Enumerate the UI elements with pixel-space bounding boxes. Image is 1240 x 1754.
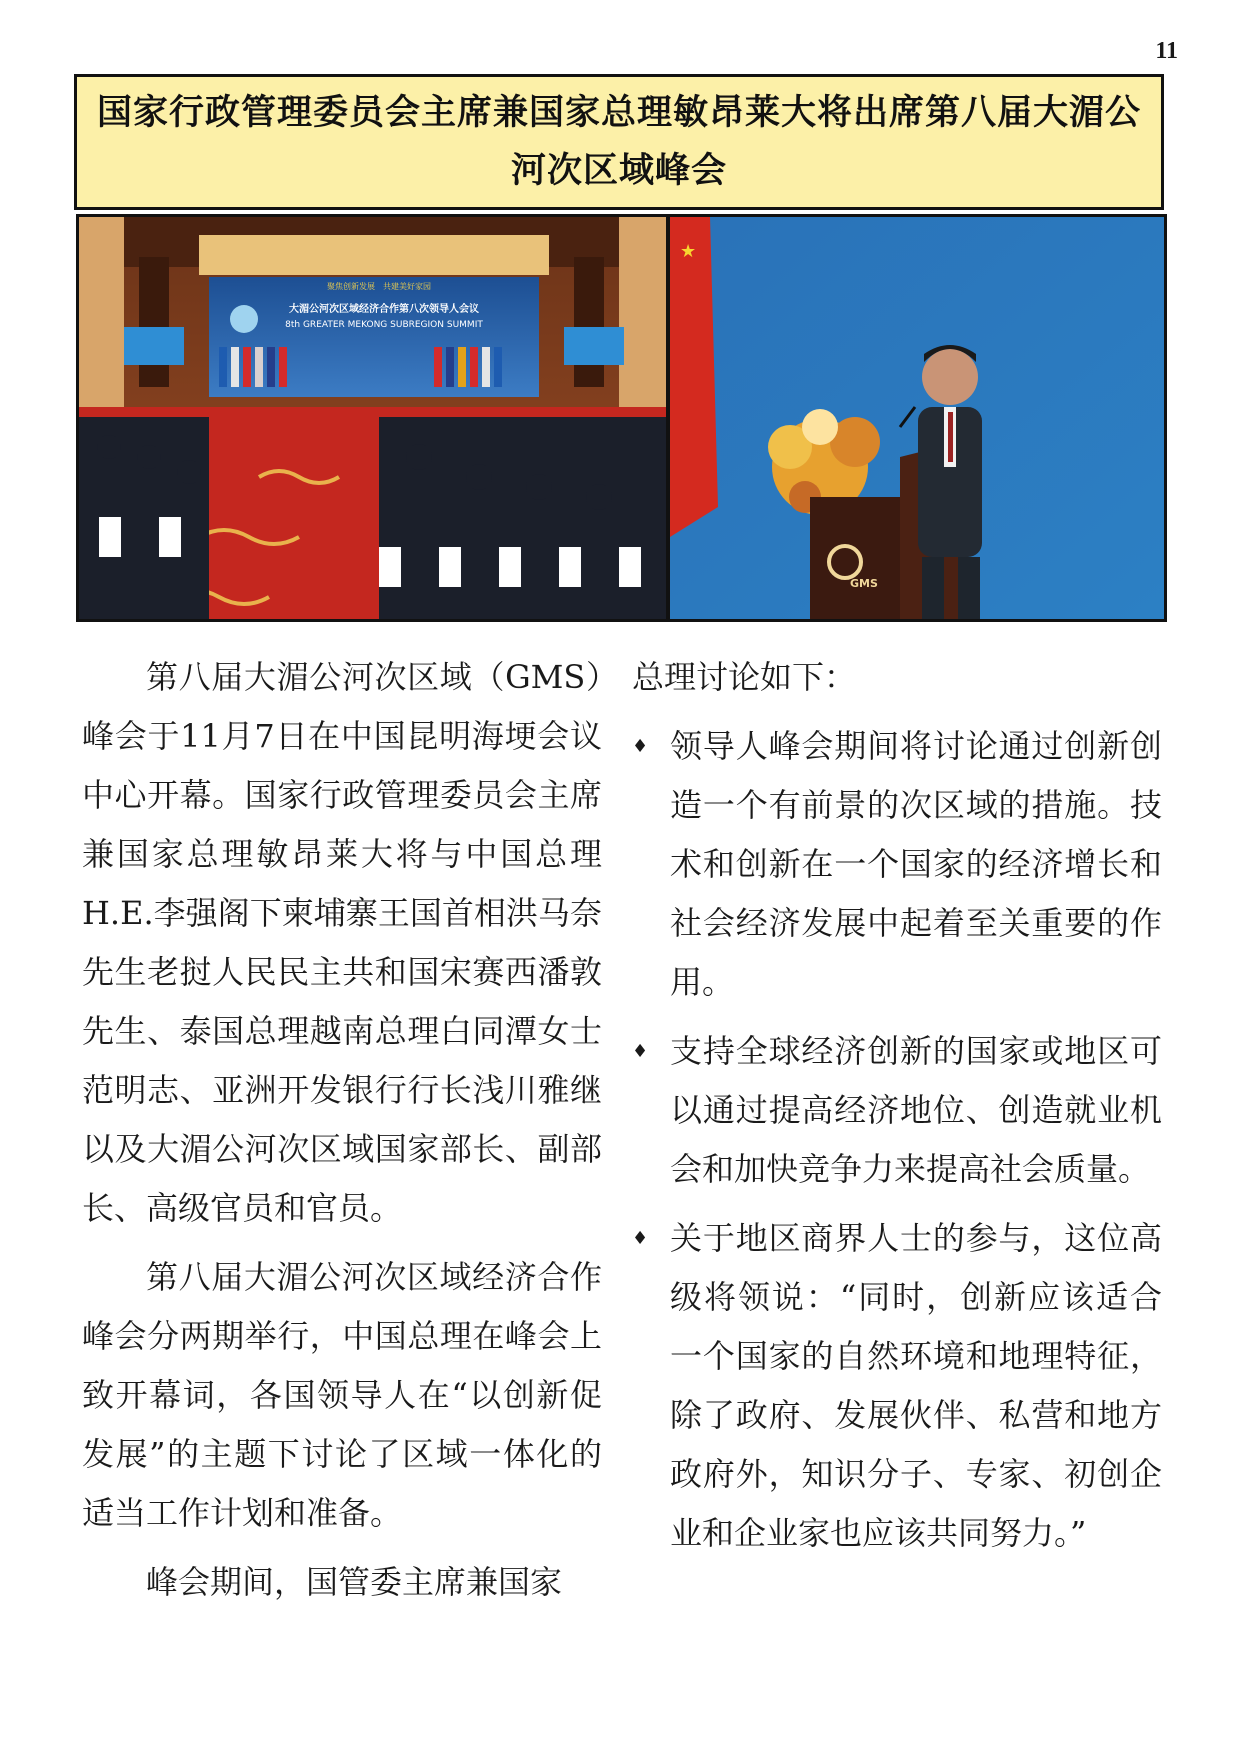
podium-logo-text: GMS	[850, 577, 878, 590]
photo-row	[76, 214, 1167, 622]
bullet-text: 关于地区商界人士的参与，这位高级将领说：“同时，创新应该适合一个国家的自然环境和地理特征，除了政府、发展伙伴、私营和地方政府外，知识分子、专家、初创企业和企业家也应该共同努力。”	[670, 1219, 1162, 1552]
headline-box	[74, 74, 1164, 210]
right-column	[632, 648, 1162, 1622]
summit-hall-illustration	[79, 217, 666, 619]
speaker-illustration	[670, 217, 1164, 619]
summit-hall-photo	[79, 217, 666, 619]
headline: 国家行政管理委员会主席兼国家总理敏昂莱大将出席第八届大湄公河次区域峰会	[96, 93, 1141, 191]
diamond-bullet-icon: ♦	[632, 1228, 649, 1249]
article-body	[82, 648, 1162, 1622]
speaker-podium-photo	[670, 217, 1164, 619]
bullet-item	[632, 1209, 1162, 1563]
gms-logo	[230, 305, 258, 333]
discussion-intro: 总理讨论如下：	[632, 658, 857, 696]
china-flag	[670, 217, 718, 537]
banner-slogan: 聚焦创新发展 共建美好家园	[327, 282, 431, 291]
bullet-text: 领导人峰会期间将讨论通过创新创造一个有前景的次区域的措施。技术和创新在一个国家的经济增长和社会经济发展中起着至关重要的作用。	[670, 727, 1162, 1001]
left-column	[82, 648, 602, 1622]
banner-title: 大湄公河次区域经济合作第八次领导人会议	[289, 304, 479, 315]
paragraph: 峰会期间，国管委主席兼国家	[146, 1563, 563, 1601]
paragraph: 第八届大湄公河次区域经济合作峰会分两期举行，中国总理在峰会上致开幕词，各国领导人在“以创新促发展”的主题下讨论了区域一体化的适当工作计划和准备。	[82, 1258, 602, 1532]
diamond-bullet-icon: ♦	[632, 736, 649, 757]
diamond-bullet-icon: ♦	[632, 1041, 649, 1062]
bullet-item	[632, 717, 1162, 1012]
bullet-text: 支持全球经济创新的国家或地区可以通过提高经济地位、创造就业机会和加快竞争力来提高社会质量。	[670, 1032, 1162, 1188]
paragraph: 第八届大湄公河次区域（GMS）峰会于11月7日在中国昆明海埂会议中心开幕。国家行政管理委员会主席兼国家总理敏昂莱大将与中国总理 H.E.李强阁下柬埔寨王国首相洪马奈先生老挝人民民主共和国宋赛西潘敦先生、泰国总理越南总理白同潭女士范明志、亚洲开发银行行长浅川雅继以及大湄公河次区域国家部长、副部长、高级官员和官员。	[82, 658, 602, 1227]
banner-title-en: 8th GREATER MEKONG SUBREGION SUMMIT	[285, 320, 483, 330]
bullet-item	[632, 1022, 1162, 1199]
page-number: 11	[1155, 38, 1178, 64]
audience-left	[79, 417, 209, 619]
flag-star-icon: ★	[680, 241, 697, 262]
audience-right	[379, 417, 666, 619]
